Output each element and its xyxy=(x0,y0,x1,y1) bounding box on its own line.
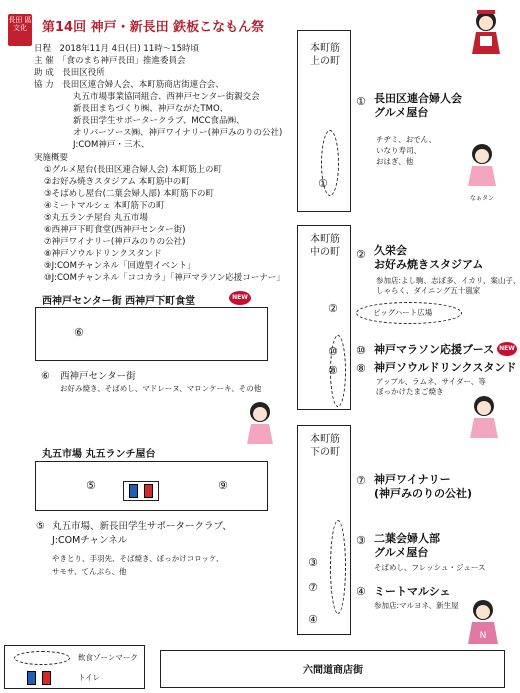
area-number: ④ xyxy=(356,585,366,598)
area-marker: ⑨ xyxy=(218,479,228,492)
overview-item: ②お好み焼きスタジアム 本町筋中の町 xyxy=(44,177,190,187)
upper-title: 長田区連合婦人会 グルメ屋台 xyxy=(374,92,462,119)
zone-mark xyxy=(330,520,346,614)
area-number: ⑤ xyxy=(36,521,45,532)
area-number: ⑦ xyxy=(356,474,366,487)
futaba-detail: そばめし、フレッシュ・ジュース xyxy=(374,563,486,572)
area-number: ③ xyxy=(356,534,366,547)
area-marker: ② xyxy=(328,302,338,315)
overview-item: ⑧神戸ソウルドリンクスタンド xyxy=(44,249,162,259)
info-organizer: 主 催 「食のまち神戸長田」推進委員会 xyxy=(34,56,186,66)
page-title: 第14回 神戸・新長田 鉄板こなもん祭 xyxy=(42,20,265,35)
area-marker: ③ xyxy=(308,556,318,569)
area-number: ⑥ xyxy=(41,371,50,382)
new-badge: NEW xyxy=(229,291,251,305)
mascot-caption: なぁタン xyxy=(470,195,495,202)
cooperator-line: 丸五市場事業協同組合、西神戸センター街親交会 xyxy=(73,92,260,102)
overview-item: ①グルメ屋台(長田区連合婦人会) 本町筋上の町 xyxy=(44,165,222,175)
overview-item: ③そばめし屋台(二葉会婦人部) 本町筋下の町 xyxy=(44,189,214,199)
new-badge: NEW xyxy=(497,342,517,356)
area-number: ① xyxy=(356,95,366,108)
cooperator-line: 新長田学生サポータークラブ、MCC食品㈱、 xyxy=(73,116,245,126)
area-marker: ⑦ xyxy=(308,581,318,594)
soul-drink-stand: 神戸ソウルドリンクスタンド xyxy=(374,361,517,374)
street-lower-label: 本町筋 下の町 xyxy=(310,434,340,458)
zone-mark-icon xyxy=(14,651,70,665)
area-marker: ⑧ xyxy=(328,364,338,377)
west-center-area xyxy=(35,307,268,361)
mascot-icon xyxy=(462,598,504,646)
svg-text:N: N xyxy=(479,631,487,641)
meat-marche-title: ミートマルシェ xyxy=(374,585,451,598)
girl-mascot-icon xyxy=(464,394,504,444)
marugo-detail: やきとり、手羽先、そば焼き、ぼっかけコロッケ、 xyxy=(52,554,224,563)
winery-title: 神戸ワイナリー (神戸みのりの公社) xyxy=(374,473,473,500)
overview-item: ⑥西神戸下町食堂(西神戸センター街) xyxy=(44,225,186,235)
marugo-heading: 丸五市場 丸五ランチ屋台 xyxy=(42,449,156,460)
area-marker: ⑥ xyxy=(74,326,84,339)
toilet-icon xyxy=(22,671,58,685)
area-number: ② xyxy=(356,248,366,261)
area-number: ⑧ xyxy=(356,362,366,375)
overview-heading: 実施概要 xyxy=(34,153,69,163)
cooperator-line: J:COM神戸・三木、 xyxy=(73,140,150,150)
girl-mascot-icon xyxy=(462,142,502,192)
bighart-label: ビッグハート広場 xyxy=(373,308,433,317)
info-grant: 助 成 長田区役所 xyxy=(34,68,105,78)
mascot-icon xyxy=(466,6,506,56)
marugo-desc: 丸五市場、新長田学生サポータークラブ、 xyxy=(52,521,232,532)
girl-mascot-icon xyxy=(243,400,277,446)
west-center-heading: 西神戸センター街 西神戸下町食堂 xyxy=(42,296,196,307)
info-cooperation: 協 力 長田区連合婦人会、本町筋商店街連合会、 xyxy=(34,80,224,90)
soul-detail: アップル、ラムネ、サイダー、等 ぼっかけたまご焼き xyxy=(376,377,486,396)
cooperator-line: オリバーソース㈱、神戸ワイナリー(神戸みのりの公社) xyxy=(73,128,283,138)
marugo-detail: サモサ、てんぷら、他 xyxy=(52,567,127,576)
legend-toilet-label: トイレ xyxy=(78,673,101,682)
upper-detail: チヂミ、おでん、 いなり寿司、 おはぎ、他 xyxy=(376,135,437,166)
area-marker: ⑩ xyxy=(328,345,338,358)
marugo-desc: J:COMチャンネル xyxy=(52,535,128,546)
middle-detail: 参加店:よし駒、志ぼ多、イカリ、案山子、 しゃらく、ダイニング五十嵐家 xyxy=(376,276,520,295)
nagata-logo: 長田 區 文化 xyxy=(8,14,32,46)
area-marker: ⑤ xyxy=(86,479,96,492)
overview-item: ⑦神戸ワイナリー(神戸みのりの公社) xyxy=(44,237,186,247)
middle-title: 久栄会 お好み焼きスタジアム xyxy=(374,244,484,271)
area-number: ⑩ xyxy=(356,344,366,357)
meat-detail: 参加店:マルヨネ、新生屋 xyxy=(374,601,459,610)
west-center-title: 西神戸センター街 xyxy=(60,371,136,382)
overview-item: ④ミートマルシェ 本町筋下の町 xyxy=(44,201,165,211)
rokken-label: 六間道商店街 xyxy=(303,665,363,676)
info-date: 日程 2018年11月 4日(日) 11時〜15時頃 xyxy=(34,44,200,54)
overview-item: ⑩J:COMチャンネル「ココカラ」「神戸マラソン応援コーナー」 xyxy=(44,273,285,283)
overview-item: ⑤丸五ランチ屋台 丸五市場 xyxy=(44,213,148,223)
area-marker: ① xyxy=(318,177,328,190)
street-middle-label: 本町筋 中の町 xyxy=(310,234,340,258)
area-marker: ④ xyxy=(308,613,318,626)
cooperator-line: 新長田まちづくり㈱、神戸ながたTMO、 xyxy=(73,104,229,114)
overview-item: ⑨J:COMチャンネル「回遊型イベント」 xyxy=(44,261,196,271)
futaba-title: 二葉会婦人部 グルメ屋台 xyxy=(374,532,440,559)
west-center-detail: お好み焼き、そばめし、マドレーヌ、マロンケーキ、その他 xyxy=(60,384,262,393)
street-upper-label: 本町筋 上の町 xyxy=(310,43,340,67)
legend-zone-label: 飲食ゾーンマーク xyxy=(78,653,138,662)
toilet-icon xyxy=(123,481,159,501)
marathon-booth: 神戸マラソン応援ブース xyxy=(374,343,495,356)
